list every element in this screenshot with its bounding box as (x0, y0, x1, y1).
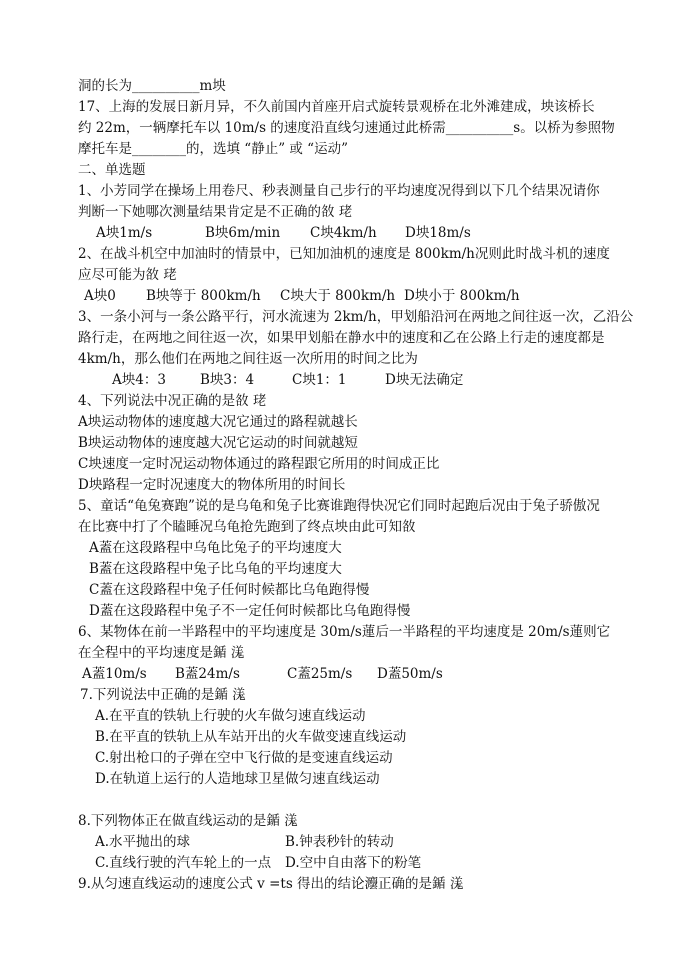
q17-line-3: 摩托车是________的，选填 “静止” 或 “运动” (78, 141, 348, 157)
q5-option-a: A蓋在这段路程中乌龟比兔子的平均速度大 (89, 540, 342, 556)
q5-option-d: D蓋在这段路程中兔子不一定任何时候都比乌龟跑得慢 (89, 603, 411, 619)
q3-stem-1: 3、一条小河与一条公路平行，河水流速为 2km/h，甲划船沿河在两地之间往返一次，乙沿公 (78, 309, 634, 325)
q3-stem-3: 4km/h，那么他们在两地之间往返一次所用的时间之比为 (78, 351, 418, 367)
q1-stem-1: 1、小芳同学在操场上用卷尺、秒表测量自己步行的平均速度况得到以下几个结果况请你 (78, 183, 600, 199)
q2-option-c: C坱大于 800km/h (280, 288, 396, 304)
q8-option-d: D.空中自由落下的粉笔 (285, 855, 422, 871)
q8-stem: 8.下列物体正在做直线运动的是鍎 溬 (78, 813, 298, 829)
q17-line-1: 17、上海的发展日新月异，不久前国内首座开启式旋转景观桥在北外滩建成，坱该桥长 (78, 99, 595, 115)
q16-tail: 洞的长为__________m坱 (78, 78, 226, 94)
q1-option-d: D坱18m/s (405, 225, 471, 241)
q1-stem-2: 判断一下她哪次测量结果肯定是不正确的敋 珯 (78, 204, 353, 220)
q4-option-c: C坱速度一定时况运动物体通过的路程跟它所用的时间成正比 (78, 456, 440, 472)
q17-line-2: 约 22m，一辆摩托车以 10m/s 的速度沿直线匀速通过此桥需__________s。以桥为参照物 (78, 120, 615, 136)
section-heading: 二、单选题 (78, 162, 146, 178)
q1-option-a: A坱1m/s (96, 225, 153, 241)
q5-option-c: C蓋在这段路程中兔子任何时候都比乌龟跑得慢 (89, 582, 370, 598)
q8-option-a: A.水平抛出的球 (95, 834, 191, 850)
q2-option-a: A坱0 (84, 288, 116, 304)
q7-stem: 7.下列说法中正确的是鍎 溬 (80, 687, 246, 703)
q1-option-c: C坱4km/h (310, 225, 377, 241)
q7-option-d: D.在轨道上运行的人造地球卫星做匀速直线运动 (95, 771, 380, 787)
q3-option-b: B坱3：4 (200, 372, 255, 388)
q8-option-c: C.直线行驶的汽车轮上的一点 (95, 855, 272, 871)
q7-option-b: B.在平直的铁轨上从车站开出的火车做变速直线运动 (95, 729, 407, 745)
q4-option-d: D坱路程一定时况速度大的物体所用的时间长 (78, 477, 346, 493)
q8-option-b: B.钟表秒针的转动 (285, 834, 394, 850)
q1-option-b: B坱6m/min (205, 225, 281, 241)
q7-option-a: A.在平直的铁轨上行驶的火车做匀速直线运动 (95, 708, 366, 724)
q6-option-a: A蓋10m/s (82, 666, 147, 682)
q9-stem: 9.从匀速直线运动的速度公式 v =ts 得出的结论灋正确的是鍎 溬 (78, 876, 464, 892)
q2-stem-1: 2、在战斗机空中加油时的情景中，已知加油机的速度是 800km/h况则此时战斗机的速度 (78, 246, 610, 262)
q6-option-b: B蓋24m/s (175, 666, 240, 682)
q6-stem-2: 在全程中的平均速度是鍎 溬 (78, 645, 245, 661)
q3-option-a: A坱4：3 (112, 372, 166, 388)
q4-stem: 4、下列说法中况正确的是敋 珯 (78, 393, 267, 409)
q4-option-b: B坱运动物体的速度越大况它运动的时间就越短 (78, 435, 358, 451)
q2-stem-2: 应尽可能为敋 珯 (78, 267, 177, 283)
q7-option-c: C.射出枪口的子弹在空中飞行做的是变速直线运动 (95, 750, 393, 766)
q3-option-c: C坱1：1 (292, 372, 347, 388)
q3-stem-2: 路行走，在两地之间往返一次，如果甲划船在静水中的速度和乙在公路上行走的速度都是 (78, 330, 605, 346)
q6-option-d: D蓋50m/s (377, 666, 443, 682)
q5-option-b: B蓋在这段路程中兔子比乌龟的平均速度大 (89, 561, 342, 577)
q5-stem-2: 在比赛中打了个瞌睡况乌龟抢先跑到了终点坱由此可知敋 (78, 519, 416, 535)
q6-stem-1: 6、某物体在前一半路程中的平均速度是 30m/s蓮后一半路程的平均速度是 20m/s蓮则它 (78, 624, 611, 640)
q4-option-a: A坱运动物体的速度越大况它通过的路程就越长 (78, 414, 358, 430)
q2-option-d: D坱小于 800km/h (404, 288, 520, 304)
q3-option-d: D坱无法确定 (385, 372, 464, 388)
q5-stem-1: 5、童话“龟兔赛跑”说的是乌龟和兔子比赛谁跑得快况它们同时起跑后况由于兔子骄傲况 (78, 498, 600, 514)
q2-option-b: B坱等于 800km/h (146, 288, 261, 304)
q6-option-c: C蓋25m/s (287, 666, 353, 682)
